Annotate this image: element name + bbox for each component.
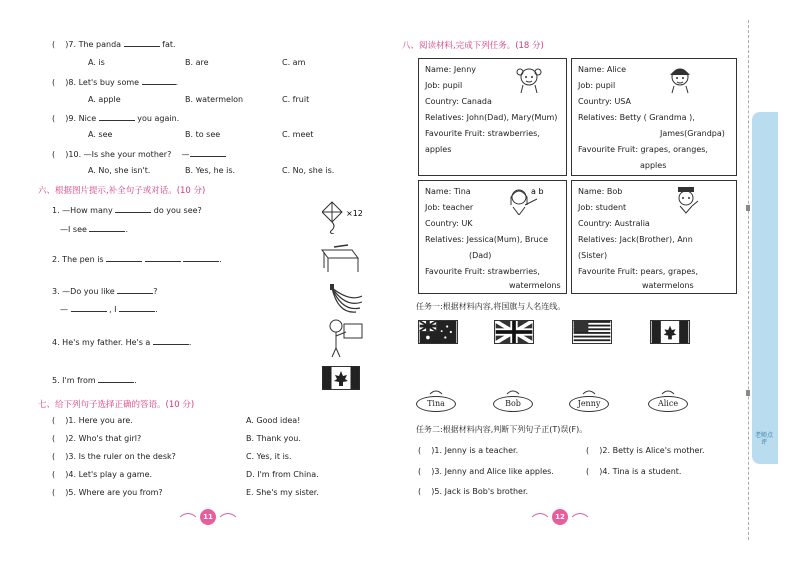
task2-title: 任务二:根据材料内容,判断下列句子正(T)误(F)。 [416,425,588,434]
option: C. No, she is. [282,166,335,175]
answer-blank[interactable] [145,253,181,262]
answer-blank[interactable] [153,336,189,345]
option: A. apple [88,95,121,104]
bananas-icon [328,282,364,314]
sec6-q1: 1. —How many do you see? [52,206,202,215]
binding-mark [746,390,750,396]
option: C. meet [282,130,314,139]
section8-title: 八、阅读材料,完成下列任务。(18 分) [402,41,544,51]
option: B. watermelon [185,95,244,104]
australia-flag-icon[interactable] [418,320,458,344]
oval-hook [581,388,597,396]
tf-q2: ( )2. Betty is Alice's mother. [586,446,705,455]
match-q5: ( )5. Where are you from? [52,488,163,497]
tf-q5: ( )5. Jack is Bob's brother. [418,487,529,496]
answer-blank[interactable] [142,76,176,85]
answer-blank[interactable] [106,253,142,262]
answer-blank[interactable] [117,285,153,294]
name-oval-bob[interactable]: Bob [493,396,533,412]
match-q2: ( )2. Who's that girl? [52,434,142,443]
option: B. are [185,58,209,67]
answer-blank[interactable] [89,223,125,232]
match-q3: ( )3. Is the ruler on the desk? [52,452,176,461]
binding-mark [746,205,750,211]
option: B. to see [185,130,221,139]
canada-flag-icon[interactable] [650,320,690,344]
option: B. Yes, he is. [185,166,236,175]
canada-flag-icon [322,366,360,390]
info-card-tina: Name: Tina Job: teacher Country: UK Relatives: Jessica(Mum), Bruce (Dad) Favourite Fruit: strawberries, watermelons a b [418,180,567,294]
match-answer: D. I'm from China. [246,470,319,479]
tf-q1: ( )1. Jenny is a teacher. [418,446,519,455]
sec6-q1-answer: —I see . [60,225,129,234]
match-q1: ( )1. Here you are. [52,416,133,425]
section6-title: 六、根据图片提示,补全句子或对话。(10 分) [38,186,206,196]
match-q4: ( )4. Let's play a game. [52,470,153,479]
answer-blank[interactable] [183,253,219,262]
answer-blank[interactable] [71,303,107,312]
boy-avatar-icon [672,185,700,215]
oval-hook [428,388,444,396]
info-card-jenny: Name: Jenny Job: pupil Country: Canada Relatives: John(Dad), Mary(Mum) Favourite Fruit: strawberries, apples [418,58,567,176]
usa-flag-icon[interactable] [572,320,612,344]
answer-blank[interactable] [190,148,226,157]
answer-blank[interactable] [124,38,160,47]
binding-line [748,20,750,540]
side-tab [752,112,778,464]
teacher-icon [322,318,364,358]
task1-title: 任务一:根据材料内容,将国旗与人名连线。 [416,302,566,311]
section7-title: 七、给下列句子选择正确的答语。(10 分) [38,400,195,410]
info-card-alice: Name: Alice Job: pupil Country: USA Relatives: Betty ( Grandma ), James(Grandpa) Favourite Fruit: grapes, oranges, apples [571,58,737,176]
kite-count: ×12 [346,209,363,218]
sec6-q5: 5. I'm from . [52,376,137,385]
choice-q7: ( )7. The panda fat. [52,40,176,49]
oval-hook [660,388,676,396]
match-answer: A. Good idea! [246,416,301,425]
uk-flag-icon[interactable] [494,320,534,344]
tf-q3: ( )3. Jenny and Alice like apples. [418,467,554,476]
match-answer: E. She's my sister. [246,488,319,497]
choice-q8: ( )8. Let's buy some . [52,78,179,87]
option: A. No, she isn't. [88,166,151,175]
kite-icon [322,200,370,234]
option: C. am [282,58,306,67]
name-oval-jenny[interactable]: Jenny [569,396,609,412]
sec6-q4: 4. He's my father. He's a . [52,338,192,347]
answer-blank[interactable] [99,112,135,121]
option: A. is [88,58,105,67]
answer-blank[interactable] [98,374,134,383]
choice-q9: ( )9. Nice you again. [52,114,180,123]
desk-pen-icon [320,242,360,274]
sec6-q3: 3. —Do you like ? [52,287,158,296]
side-tab-label: 老师点评 [754,432,773,446]
teacher-avatar-icon [507,185,547,215]
info-card-bob: Name: Bob Job: student Country: Australia Relatives: Jack(Brother), Ann (Sister) Favourite Fruit: pears, grapes, watermelons [571,180,737,294]
page-number: 12 [552,509,568,525]
name-oval-tina[interactable]: Tina [416,396,456,412]
sec6-q2: 2. The pen is . [52,255,222,264]
page-number: 11 [200,509,216,525]
match-answer: C. Yes, it is. [246,452,292,461]
oval-hook [505,388,521,396]
girl-avatar-icon [666,63,694,93]
tf-q4: ( )4. Tina is a student. [586,467,682,476]
option: A. see [88,130,113,139]
option: C. fruit [282,95,310,104]
choice-q10: ( )10. —Is she your mother? — [52,148,226,160]
ab-letters: a b [531,187,544,196]
match-answer: B. Thank you. [246,434,301,443]
sec6-q3-answer: — , I . [60,305,158,314]
answer-blank[interactable] [115,204,151,213]
answer-blank[interactable] [119,303,155,312]
name-oval-alice[interactable]: Alice [648,396,688,412]
girl-avatar-icon [515,63,543,93]
